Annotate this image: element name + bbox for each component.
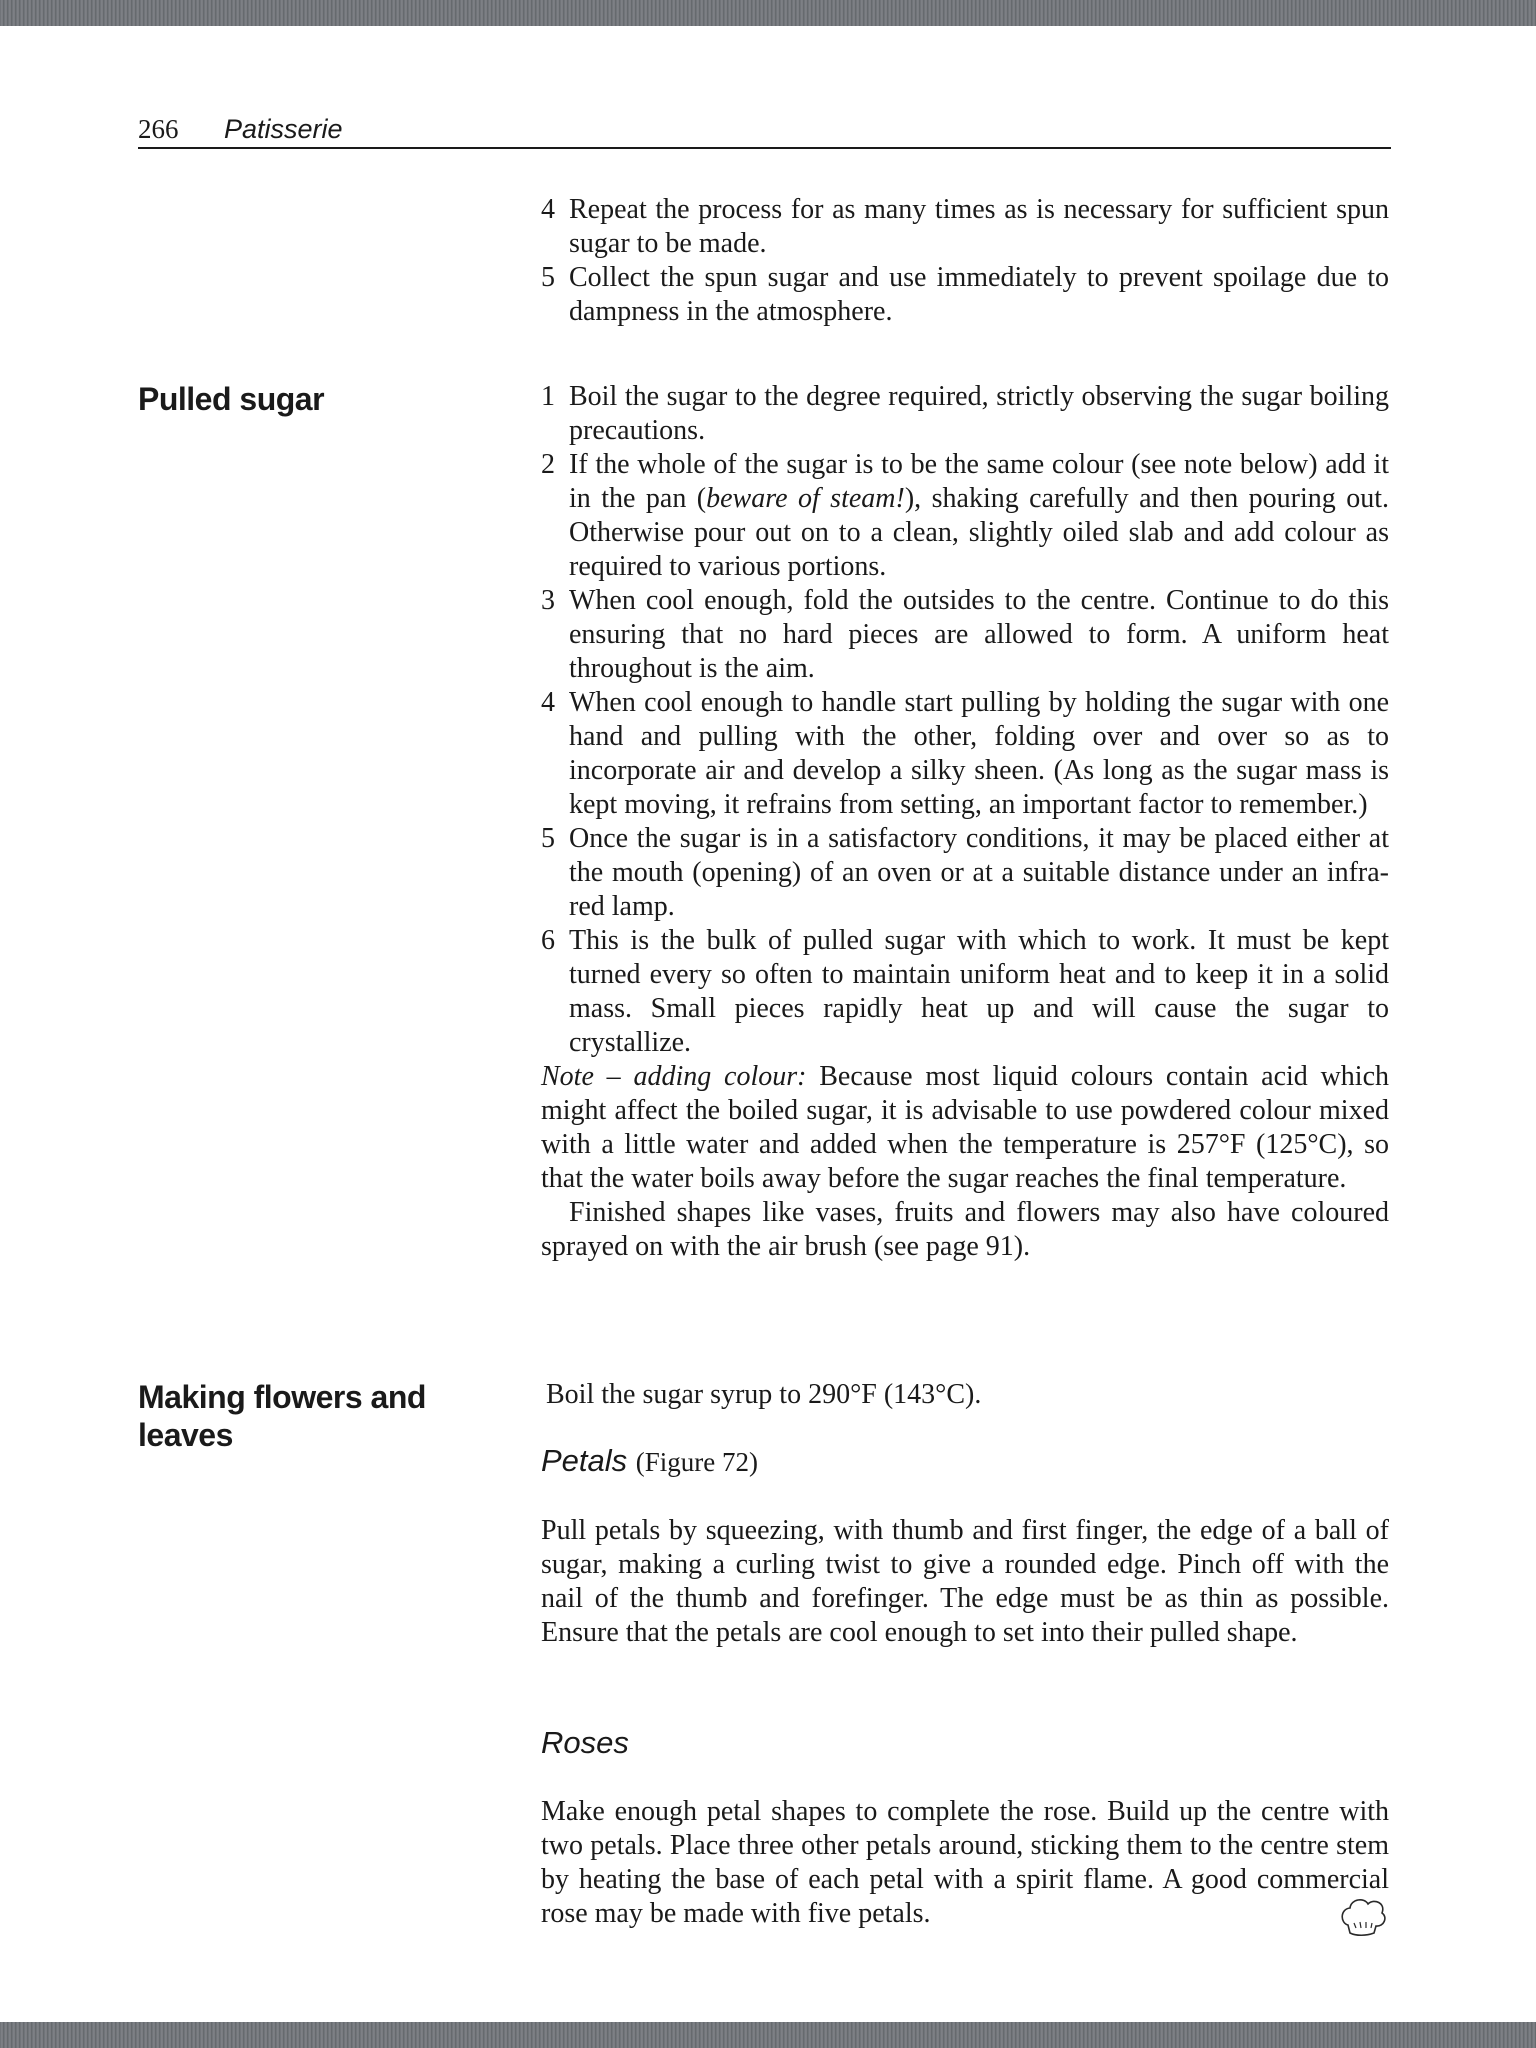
section-title: Patisserie: [224, 114, 343, 144]
roses-section: [541, 1795, 1389, 1931]
pulled-sugar-heading: Pulled sugar: [138, 381, 325, 417]
note-paragraph: Note – adding colour: Because most liquid colours contain acid which might affect the boiled sugar, it is advisable to use powdered colour mixed with a little water and added when the temperature is 257°F (125°C), so that the water boils away before the sugar reaches the final temperature.: [541, 1061, 1389, 1194]
step-item: 4 When cool enough to handle start pulling by holding the sugar with one hand and pulling with the other, folding over and over so as to incorporate air and develop a silky sheen. (As long as the sugar mass is kept moving, it refrains from setting, an important factor to remember.): [541, 687, 1389, 820]
bottom-scan-border: [0, 2022, 1536, 2048]
step-item: 3 When cool enough, fold the outsides to the centre. Continue to do this ensuring that no hard pieces are allowed to form. A uniform heat throughout is the aim.: [541, 585, 1389, 684]
roses-paragraph: Make enough petal shapes to complete the rose. Build up the centre with two petals. Place three other petals around, sticking them to the centre stem by heating the base of each petal with a spirit flame. A good commercial rose may be made with five petals.: [541, 1796, 1389, 1929]
step-item: 1 Boil the sugar to the degree required, strictly observing the sugar boiling precautions.: [541, 381, 1389, 446]
figure-reference: (Figure 72): [635, 1447, 759, 1477]
page-number: 266: [138, 114, 179, 144]
step-item: 5 Once the sugar is in a satisfactory conditions, it may be placed either at the mouth (opening) of an oven or at a suitable distance under an infra-red lamp.: [541, 823, 1389, 922]
petals-paragraph: Pull petals by squeezing, with thumb and first finger, the edge of a ball of sugar, making a curling twist to give a rounded edge. Pinch off with the nail of the thumb and forefinger. The edge must be as thin as possible. Ensure that the petals are cool enough to set into their pulled shape.: [541, 1515, 1389, 1648]
step-item: 4 Repeat the process for as many times as is necessary for sufficient spun sugar to be made.: [541, 194, 1389, 259]
finished-shapes-paragraph: Finished shapes like vases, fruits and flowers may also have coloured sprayed on with the air brush (see page 91).: [541, 1197, 1389, 1262]
flowers-heading: Making flowers and leaves: [138, 1379, 426, 1453]
step-item: 6 This is the bulk of pulled sugar with which to work. It must be kept turned every so often to maintain uniform heat and to keep it in a solid mass. Small pieces rapidly heat up and will cause the sugar to crystallize.: [541, 925, 1389, 1058]
chef-hat-icon: [1338, 1895, 1388, 1939]
note-label: Note – adding colour:: [541, 1061, 807, 1092]
roses-subheading: Roses: [541, 1725, 629, 1760]
top-scan-border: [0, 0, 1536, 26]
petals-section: [541, 1514, 1389, 1650]
petals-subheading: Petals (Figure 72): [541, 1443, 759, 1478]
boil-instruction: Boil the sugar syrup to 290°F (143°C).: [546, 1379, 982, 1410]
header-rule: [138, 147, 1391, 149]
pulled-sugar-section: [541, 380, 1389, 1264]
step-item: 2 If the whole of the sugar is to be the same colour (see note below) add it in the pan (beware of steam!), shaking carefully and then pouring out. Otherwise pour out on to a clean, slightly oiled slab and add colour as required to various portions.: [541, 449, 1389, 582]
spun-sugar-continuation: [541, 193, 1389, 329]
step-item: 5 Collect the spun sugar and use immediately to prevent spoilage due to dampness in the atmosphere.: [541, 262, 1389, 327]
